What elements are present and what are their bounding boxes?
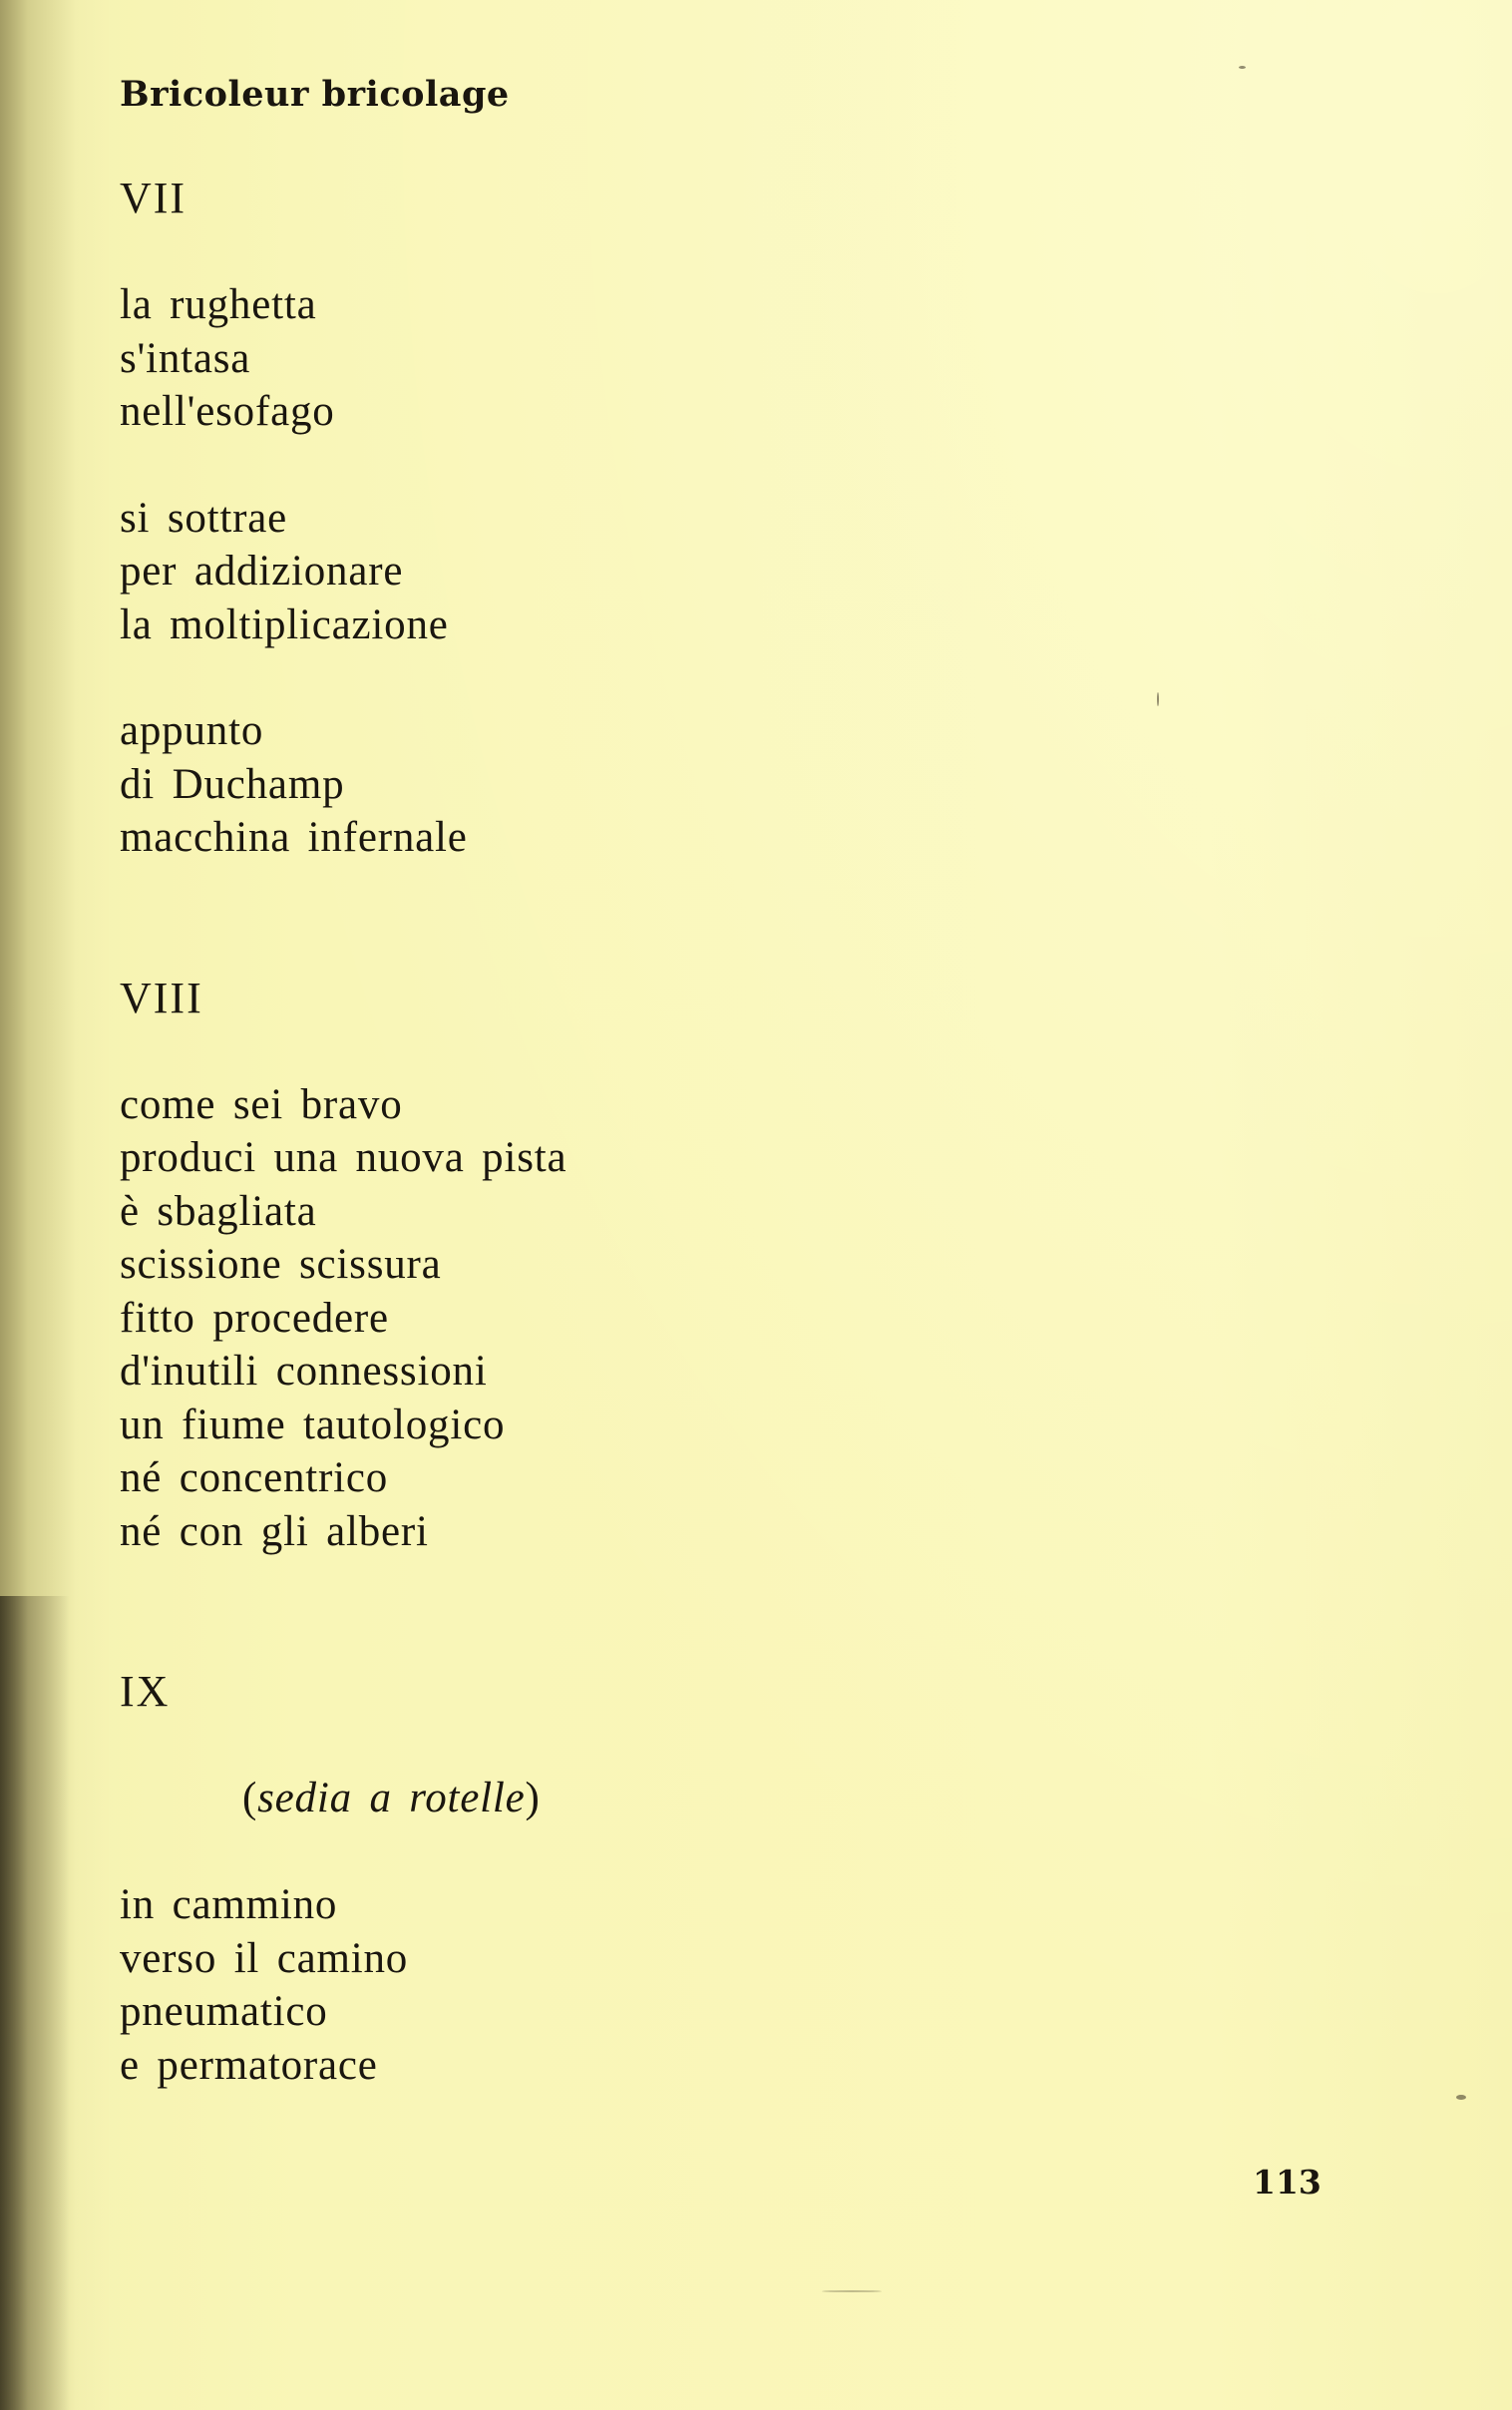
page-number: 113 [1253,2163,1322,2202]
stanza [120,704,1317,865]
stanza [120,1078,1317,1559]
running-title: Bricoleur bricolage [120,74,510,115]
paper-speck [1239,66,1246,69]
subtitle-close-paren: ) [525,1775,541,1821]
subtitle-open-paren: ( [242,1775,258,1821]
section-number: VII [120,174,188,222]
section-subtitle [120,1772,1317,1825]
poem-line: verso il camino [120,1934,409,1982]
poem-line: un fiume tautologico [120,1401,506,1448]
poem-line: fitto procedere [120,1294,389,1342]
stanza [120,1878,1317,2092]
poem-line: come sei bravo [120,1080,403,1128]
stanza [120,278,1317,439]
poem-line: in cammino [120,1881,338,1928]
subtitle-text: sedia a rotelle [257,1775,526,1821]
poem-line: produci una nuova pista [120,1134,567,1181]
poem-line: si sottrae [120,494,288,542]
poem-line: scissione scissura [120,1241,442,1288]
poem-line: nell'esofago [120,388,335,435]
section-number: IX [120,1667,171,1716]
poem-line: la rughetta [120,281,317,328]
stanza [120,492,1317,652]
paper-speck [1456,2095,1466,2100]
poem-line: è sbagliata [120,1187,317,1235]
poem-line: macchina infernale [120,814,468,861]
section-number: VIII [120,973,203,1022]
poem-body [120,172,1317,2092]
poem-line: s'intasa [120,334,251,382]
poem-line: appunto [120,707,264,754]
page-edge-stain [0,1596,70,2410]
poem-line: né con gli alberi [120,1507,429,1555]
poem-line: per addizionare [120,548,404,595]
poem-line: di Duchamp [120,760,345,808]
poem-line: pneumatico [120,1988,328,2035]
poem-line: d'inutili connessioni [120,1348,488,1395]
poem-line: né concentrico [120,1454,389,1501]
poem-line: e permatorace [120,2041,378,2089]
paper-speck [822,2290,882,2292]
poem-line: la moltiplicazione [120,601,449,648]
